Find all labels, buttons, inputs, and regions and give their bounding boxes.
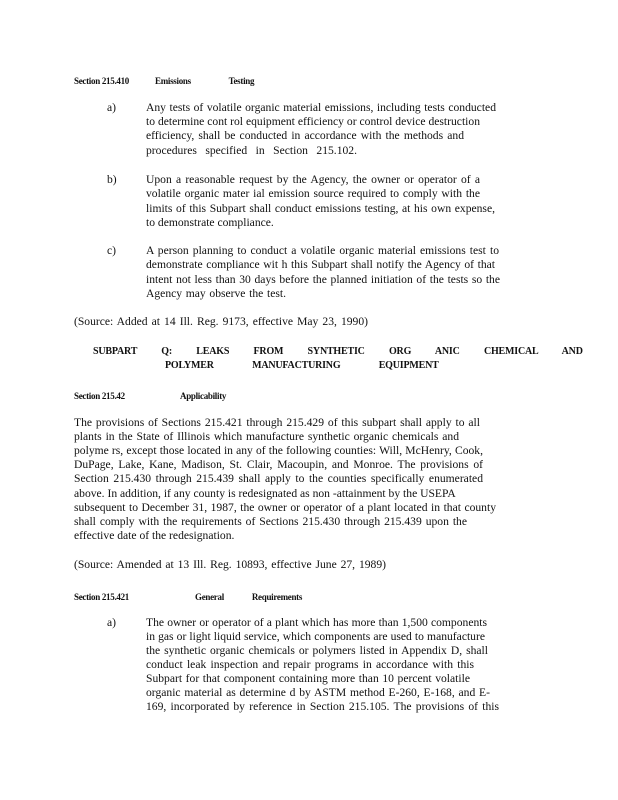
section-title: Emissions Testing [155,76,255,86]
text-line: Section 215.430 through 215.439 shall apply to the counties specifically enumerated [74,472,483,485]
text-line: to determine cont rol equipment efficiency or control device destruction [146,115,480,128]
text-line: above. In addition, if any county is redesignated as non -attainment by the USEPA [74,487,456,500]
text-line: limits of this Subpart shall conduct emissions testing, at his own expense, [146,202,495,215]
text-line: Upon a reasonable request by the Agency, the owner or operator of a [146,173,480,186]
section-number: Section 215.42 [74,391,125,401]
text-line: polyme rs, except those located in any of the following counties: Will, McHenry, Cook, [74,444,483,457]
text-line: 169, incorporated by reference in Section 215.105. The provisions of this [146,700,499,713]
section-title: Applicability [180,391,227,401]
source-note: (Source: Added at 14 Ill. Reg. 9173, effective May 23, 1990) [74,315,368,328]
section-number: Section 215.410 [74,76,129,86]
text-line: A person planning to conduct a volatile organic material emissions test to [146,244,499,257]
text-line: conduct leak inspection and repair programs in accordance with this [146,658,474,671]
text-line: in gas or light liquid service, which components are used to manufacture [146,630,485,643]
text-line: the synthetic organic chemicals or polymers listed in Appendix D, shall [146,644,488,657]
text-line: organic material as determine d by ASTM method E-260, E-168, and E- [146,686,490,699]
item-label: b) [107,173,117,186]
text-line: intent not less than 30 days before the planned initiation of the tests so the [146,273,500,286]
subpart-heading: POLYMER MANUFACTURING EQUIPMENT [165,360,439,371]
text-line: Subpart for that component containing more than 10 percent volatile [146,672,470,685]
section-number: Section 215.421 [74,592,129,602]
text-line: The owner or operator of a plant which has more than 1,500 components [146,616,487,629]
item-label: a) [107,616,117,629]
source-note: (Source: Amended at 13 Ill. Reg. 10893, effective June 27, 1989) [74,558,386,571]
text-line: shall comply with the requirements of Sections 215.430 through 215.439 upon the [74,515,467,528]
text-line: Agency may observe the test. [146,287,286,300]
item-label: c) [107,244,117,257]
text-line: to demonstrate compliance. [146,216,274,229]
text-line: procedures specified in Section 215.102. [146,144,357,157]
text-line: plants in the State of Illinois which manufacture synthetic organic chemicals and [74,430,459,443]
text-line: efficiency, shall be conducted in accordance with the methods and [146,129,464,142]
text-line: demonstrate compliance wit h this Subpart shall notify the Agency of that [146,258,495,271]
text-line: subsequent to December 31, 1987, the owner or operator of a plant located in that county [74,501,496,514]
text-line: The provisions of Sections 215.421 through 215.429 of this subpart shall apply to all [74,416,480,429]
subpart-heading: SUBPART Q: LEAKS FROM SYNTHETIC ORG ANIC CHEMICAL AND [93,346,583,357]
text-line: DuPage, Lake, Kane, Madison, St. Clair, Macoupin, and Monroe. The provisions of [74,458,483,471]
text-line: volatile organic mater ial emission source required to comply with the [146,187,480,200]
text-line: effective date of the redesignation. [74,529,235,542]
text-line: Any tests of volatile organic material emissions, including tests conducted [146,101,496,114]
section-title: General Requirements [195,592,303,602]
item-label: a) [107,101,117,114]
